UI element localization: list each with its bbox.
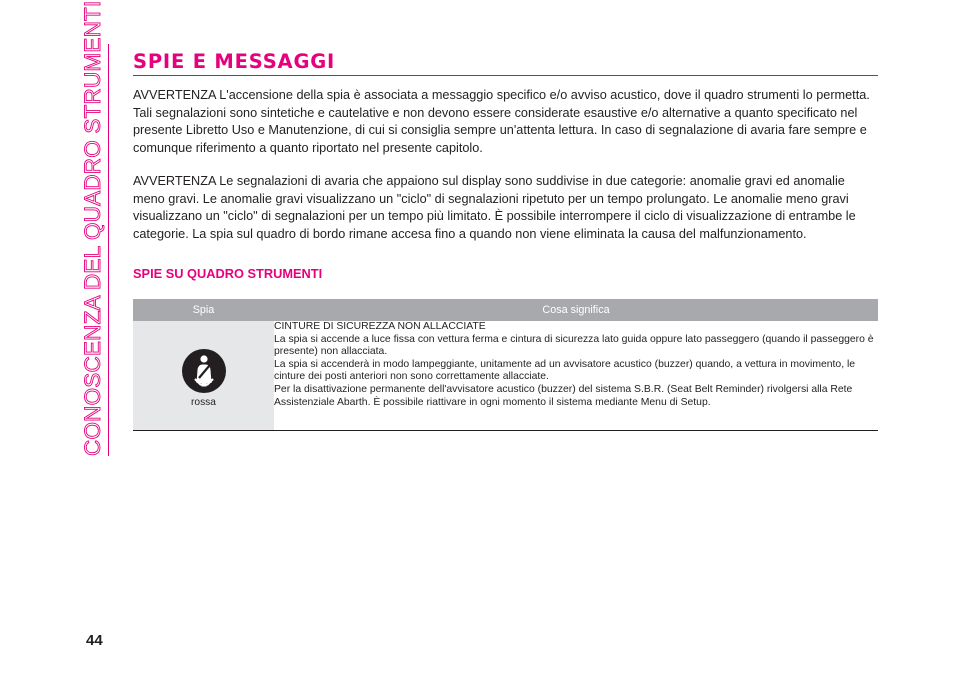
warning-lights-table [133,299,878,431]
meaning-line-2: La spia si accenderà in modo lampeggiante, unitamente ad un avvisatore acustico (buzzer) quando, a vettura in movimento, le cinture dei posti anteriori non sono correttamente allacciate. [274,358,856,383]
meaning-title: CINTURE DI SICUREZZA NON ALLACCIATE [274,321,486,332]
meaning-cell [274,321,878,431]
section-title-rule [133,75,878,76]
table-row [133,321,878,431]
header-cosa-significa: Cosa significa [274,299,878,321]
chapter-side-rule [108,44,109,456]
warning-paragraph-2: AVVERTENZA Le segnalazioni di avaria che appaiono sul display sono suddivise in due categorie: anomalie gravi ed anomalie meno gravi. Le anomalie gravi visualizzano un "ciclo" di segnalazioni ripetuto per un tempo prolungato. Le anomalie meno gravi visualizzano un "ciclo" di segnalazioni per un tempo più limitato. È possibile interrompere il ciclo di visualizzazione di entrambe le categorie. La spia sul quadro di bordo rimane accesa fino a quando non viene eliminata la causa del malfunzionamento. [133,174,856,241]
meaning-line-1: La spia si accende a luce fissa con vettura ferma e cintura di sicurezza lato guida oppure lato passeggero (quando il passeggero è presente) non allacciata. [274,333,874,358]
section-title: SPIE E MESSAGGI [133,50,336,73]
page-content [133,50,878,431]
icon-cell [133,321,274,431]
icon-caption: rossa [191,397,216,408]
subsection-title: SPIE SU QUADRO STRUMENTI [133,266,323,281]
header-spia: Spia [133,299,274,321]
page-number: 44 [86,632,103,649]
warning-paragraph-1: AVVERTENZA L'accensione della spia è associata a messaggio specifico e/o avviso acustico, dove il quadro strumenti lo permetta. Tali segnalazioni sono sintetiche e cautelative e non devono essere considerate esaustive e/o alternative a quanto specificato nel presente Libretto Uso e Manutenzione, di cui si consiglia sempre un'attenta lettura. In caso di segnalazione di avaria fare sempre e comunque riferimento a quanto riportato nel presente capitolo. [133,88,870,155]
table-header-row [133,299,878,321]
chapter-side-title: CONOSCENZA DEL QUADRO STRUMENTI [80,0,105,456]
seatbelt-warning-icon [181,348,227,394]
meaning-line-3: Per la disattivazione permanente dell'avvisatore acustico (buzzer) del sistema S.B.R. (Seat Belt Reminder) rivolgersi alla Rete Assistenziale Abarth. È possibile riattivare in ogni momento il sistema mediante Menu di Setup. [274,383,853,408]
